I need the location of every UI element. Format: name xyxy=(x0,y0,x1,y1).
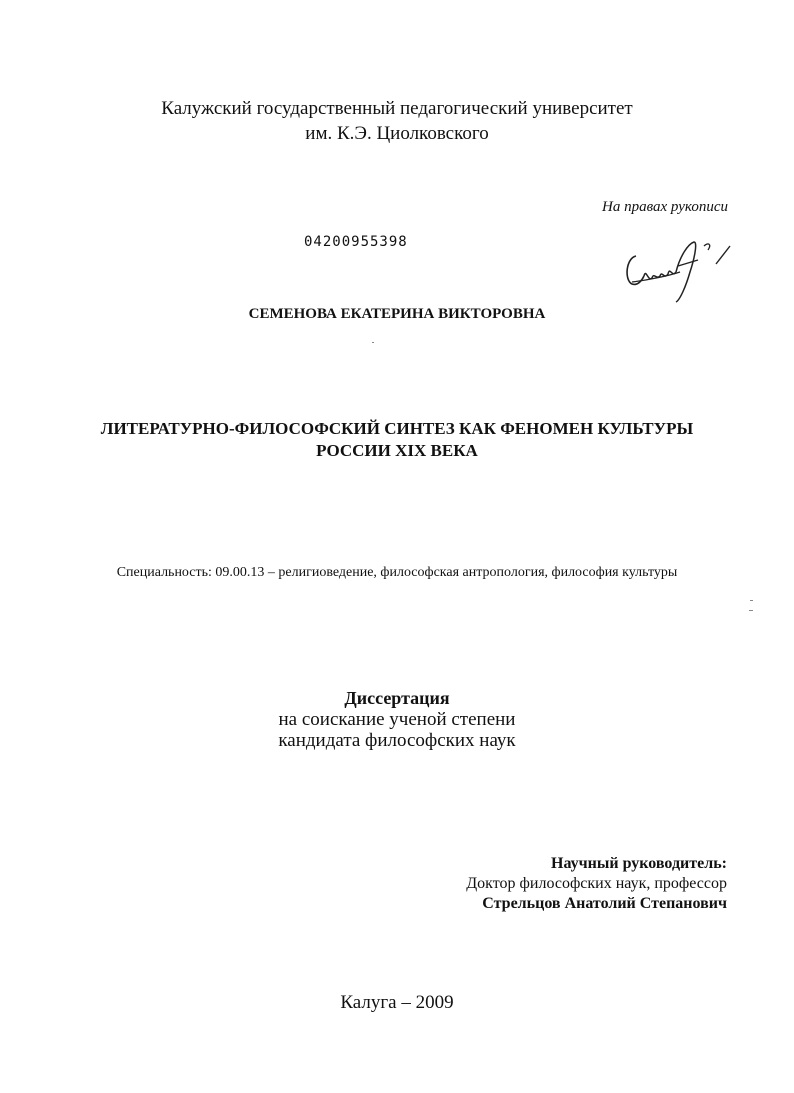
degree-block xyxy=(0,688,794,751)
scan-speck xyxy=(372,342,374,343)
university-name: Калужский государственный педагогический университет xyxy=(161,98,633,119)
author-name: СЕМЕНОВА ЕКАТЕРИНА ВИКТОРОВНА xyxy=(248,306,546,322)
supervisor-label: Научный руководитель: xyxy=(551,855,727,872)
supervisor-title: Доктор философских наук, профессор xyxy=(466,875,727,892)
signature-icon xyxy=(618,236,738,306)
degree-heading: Диссертация xyxy=(344,688,450,708)
registration-number: 04200955398 xyxy=(304,234,408,250)
title-line-2: РОССИИ XIX ВЕКА xyxy=(316,441,478,460)
university-header xyxy=(0,96,794,146)
dissertation-title xyxy=(0,418,794,462)
university-honorific: им. К.Э. Циолковского xyxy=(305,123,489,144)
speciality: Специальность: 09.00.13 – религиоведение, философская антропология, философия культуры xyxy=(116,565,678,580)
manuscript-note: На правах рукописи xyxy=(602,199,728,215)
supervisor-block xyxy=(466,854,727,914)
scan-speck xyxy=(749,610,753,611)
degree-line-2: кандидата философских наук xyxy=(278,730,516,751)
scan-speck xyxy=(750,600,753,601)
place-year: Калуга – 2009 xyxy=(340,992,454,1013)
supervisor-name: Стрельцов Анатолий Степанович xyxy=(482,895,727,912)
degree-line-1: на соискание ученой степени xyxy=(278,709,516,730)
title-line-1: ЛИТЕРАТУРНО-ФИЛОСОФСКИЙ СИНТЕЗ КАК ФЕНОМЕН КУЛЬТУРЫ xyxy=(100,419,694,438)
